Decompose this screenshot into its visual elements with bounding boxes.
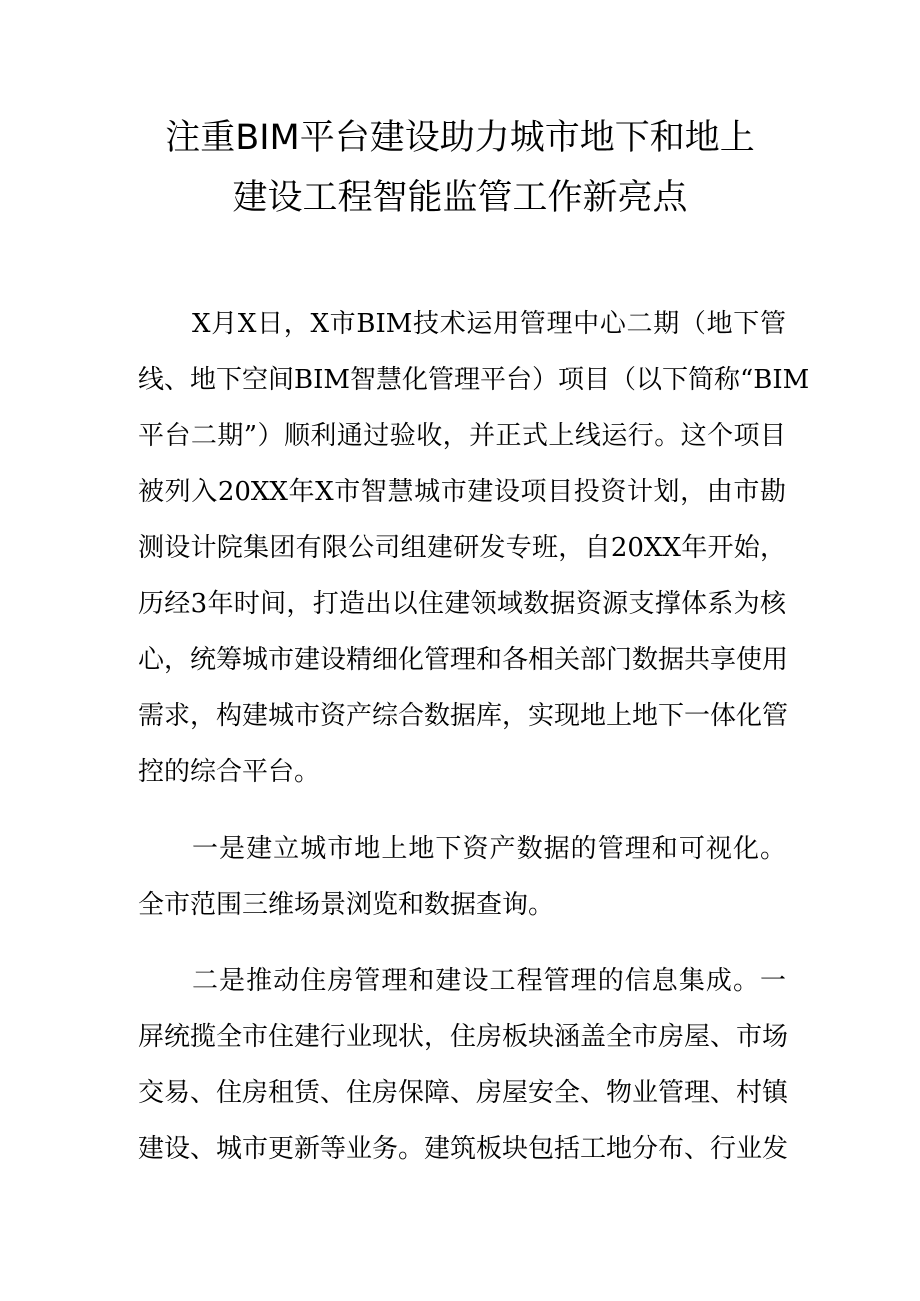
paragraph-3-line-1: 二是推动住房管理和建设工程管理的信息集成。一	[192, 966, 786, 996]
paragraph-1-line-7: 心，统筹城市建设精细化管理和各相关部门数据共享使用	[138, 645, 789, 675]
paragraph-1-line-9: 控的综合平台。	[138, 757, 321, 787]
document-title-line-1: 注重BIM平台建设助力城市地下和地上	[165, 118, 755, 158]
paragraph-1-line-1: X月X日，X市BIM技术运用管理中心二期（地下管	[192, 309, 786, 339]
paragraph-1-line-4: 被列入20XX年X市智慧城市建设项目投资计划，由市勘	[138, 477, 786, 507]
paragraph-2-line-2: 全市范围三维场景浏览和数据查询。	[138, 890, 555, 920]
paragraph-2-line-1: 一是建立城市地上地下资产数据的管理和可视化。	[192, 834, 786, 864]
paragraph-1-line-6: 历经3年时间，打造出以住建领域数据资源支撑体系为核	[138, 589, 786, 619]
paragraph-1-line-3: 平台二期”）顺利通过验收，并正式上线运行。这个项目	[138, 421, 786, 451]
paragraph-3-line-3: 交易、住房租赁、住房保障、房屋安全、物业管理、村镇	[138, 1078, 789, 1108]
paragraph-1-line-5: 测设计院集团有限公司组建研发专班，自20XX年开始，	[138, 533, 786, 563]
document-title-line-2: 建设工程智能监管工作新亮点	[232, 178, 688, 218]
paragraph-1-line-2: 线、地下空间BIM智慧化管理平台）项目（以下简称“BIM	[138, 365, 810, 395]
paragraph-3-line-2: 屏统揽全市住建行业现状，住房板块涵盖全市房屋、市场	[138, 1022, 789, 1052]
paragraph-3-line-4: 建设、城市更新等业务。建筑板块包括工地分布、行业发	[138, 1134, 789, 1164]
paragraph-1-line-8: 需求，构建城市资产综合数据库，实现地上地下一体化管	[138, 701, 789, 731]
